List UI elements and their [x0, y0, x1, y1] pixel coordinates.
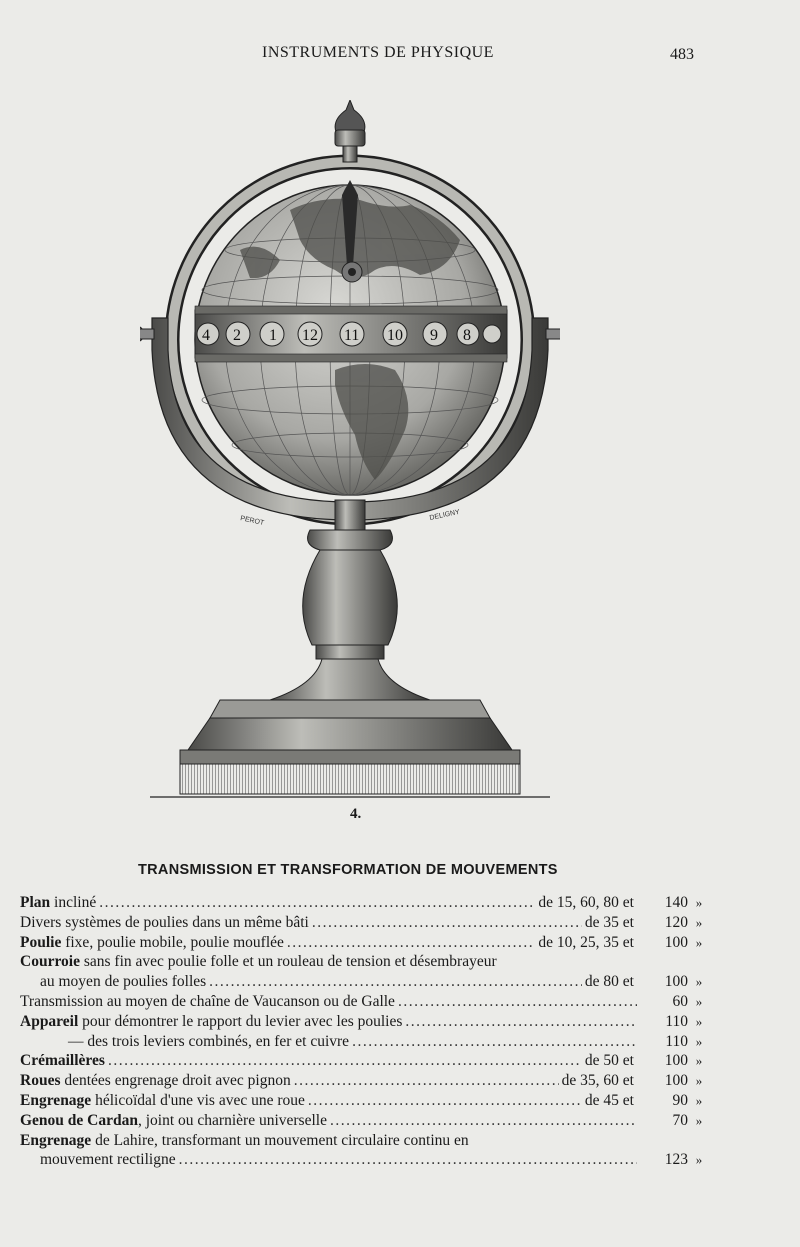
leader-dots [179, 1150, 637, 1170]
price-unit-mark: » [695, 1073, 703, 1089]
price-range: de 35, 60 et [561, 1072, 634, 1090]
svg-text:1: 1 [269, 327, 277, 344]
item-keyword: Engrenage [20, 1131, 92, 1149]
price-value: 120 [664, 913, 688, 931]
price-list-item [20, 1150, 710, 1170]
item-description [20, 913, 309, 933]
item-keyword: Crémaillères [20, 1052, 105, 1070]
price-value: 100 [664, 933, 688, 951]
price-list-item [20, 1051, 710, 1071]
price-range: de 50 et [584, 1052, 634, 1070]
engraver-right: DELIGNY [428, 508, 461, 522]
price-list-item [20, 1131, 710, 1151]
price-value: 123 [664, 1151, 688, 1169]
item-description [20, 1131, 469, 1151]
svg-text:12: 12 [302, 327, 318, 344]
price-list-item [20, 992, 710, 1012]
leader-dots [308, 1091, 582, 1111]
svg-text:9: 9 [430, 327, 438, 344]
price-list-item [20, 1091, 710, 1111]
item-text: hélicoïdal d'une vis avec une roue [91, 1091, 305, 1109]
item-description [20, 1091, 305, 1111]
item-keyword: Plan [20, 894, 51, 911]
item-text: fixe, poulie mobile, poulie mouflée [61, 933, 284, 951]
price-list [20, 893, 710, 1170]
item-description [20, 1051, 105, 1071]
top-finial [335, 100, 365, 132]
item-keyword: Appareil [20, 1012, 79, 1030]
svg-text:11: 11 [344, 327, 360, 344]
item-keyword: Engrenage [20, 1091, 92, 1109]
item-description [20, 1150, 176, 1170]
svg-text:10: 10 [387, 327, 403, 344]
price-range: de 80 et [584, 973, 634, 991]
running-title: INSTRUMENTS DE PHYSIQUE [262, 44, 494, 61]
item-text: Transmission au moyen de chaîne de Vaucanson ou de Galle [20, 992, 395, 1010]
price-list-item [20, 893, 710, 913]
running-head [0, 44, 800, 68]
leader-dots [330, 1111, 637, 1131]
price-list-item [20, 952, 710, 972]
item-description [20, 1071, 291, 1091]
leader-dots [209, 972, 582, 992]
price-range: de 35 et [584, 913, 634, 931]
globe-clock-illustration [140, 100, 560, 810]
stem [335, 500, 365, 530]
price-value: 100 [664, 1052, 688, 1070]
item-description [20, 1111, 327, 1131]
leader-dots [312, 913, 582, 933]
item-text: sans fin avec poulie folle et un rouleau de tension et désembrayeur [79, 953, 497, 971]
item-text: dentées engrenage droit avec pignon [60, 1072, 291, 1090]
price-list-item [20, 1032, 710, 1052]
price-list-item [20, 1071, 710, 1091]
price-unit-mark: » [695, 1152, 703, 1168]
figure-number: 4. [350, 806, 362, 822]
item-text: au moyen de poulies folles [40, 973, 207, 991]
leader-dots [294, 1071, 559, 1091]
item-text: — des trois leviers combinés, en fer et cuivre [68, 1032, 350, 1050]
price-list-item [20, 1012, 710, 1032]
item-description [20, 992, 395, 1012]
price-value: 110 [665, 1012, 688, 1030]
item-text: , joint ou charnière universelle [138, 1111, 327, 1129]
column-foot [270, 659, 430, 700]
price-range: de 15, 60, 80 et [538, 894, 634, 911]
item-description [20, 933, 284, 953]
price-list-item [20, 972, 710, 992]
price-list-item [20, 913, 710, 933]
svg-text:8: 8 [463, 327, 471, 344]
price-unit-mark: » [695, 1013, 703, 1029]
price-value: 60 [672, 992, 688, 1010]
price-list-item [20, 933, 710, 953]
item-description [20, 1032, 349, 1052]
leader-dots [352, 1032, 637, 1052]
price-list-item [20, 1111, 710, 1131]
item-text: incliné [50, 894, 97, 911]
item-description [20, 1012, 402, 1032]
price-unit-mark: » [695, 914, 703, 930]
engraver-left: PEROT [239, 515, 265, 527]
base-slope [188, 718, 512, 750]
price-unit-mark: » [695, 1053, 703, 1069]
price-value: 70 [672, 1111, 688, 1129]
page-number: 483 [670, 46, 694, 63]
price-value: 100 [664, 1072, 688, 1090]
leader-dots [287, 933, 536, 953]
svg-text:2: 2 [233, 327, 241, 344]
price-value: 140 [664, 894, 688, 911]
leader-dots [398, 992, 637, 1012]
price-range: de 10, 25, 35 et [538, 933, 634, 951]
leader-dots [99, 893, 535, 913]
price-unit-mark: » [695, 993, 703, 1009]
price-unit-mark: » [695, 1092, 703, 1108]
item-keyword: Genou de Cardan [20, 1111, 138, 1129]
price-unit-mark: » [695, 1112, 703, 1128]
item-text: pour démontrer le rapport du levier avec les poulies [78, 1012, 403, 1030]
item-text: Divers systèmes de poulies dans un même bâti [20, 913, 309, 931]
item-text: de Lahire, transformant un mouvement circulaire continu en [91, 1131, 469, 1149]
item-description [20, 952, 497, 972]
item-keyword: Roues [20, 1072, 61, 1090]
svg-text:4: 4 [202, 327, 210, 344]
section-title: TRANSMISSION ET TRANSFORMATION DE MOUVEMENTS [138, 862, 558, 878]
item-description [20, 893, 96, 913]
item-keyword: Poulie [20, 933, 62, 951]
price-value: 90 [672, 1091, 688, 1109]
price-unit-mark: » [695, 1033, 703, 1049]
leader-dots [405, 1012, 637, 1032]
price-value: 110 [665, 1032, 688, 1050]
price-range: de 45 et [584, 1091, 634, 1109]
base-plinth [180, 764, 520, 794]
price-value: 100 [664, 973, 688, 991]
item-keyword: Courroie [20, 953, 80, 971]
item-text: mouvement rectiligne [40, 1151, 176, 1169]
price-unit-mark: » [695, 934, 703, 950]
base-top [210, 700, 490, 718]
baluster [303, 550, 398, 645]
item-description [20, 972, 206, 992]
price-unit-mark: » [695, 895, 703, 910]
leader-dots [108, 1051, 582, 1071]
price-unit-mark: » [695, 974, 703, 990]
